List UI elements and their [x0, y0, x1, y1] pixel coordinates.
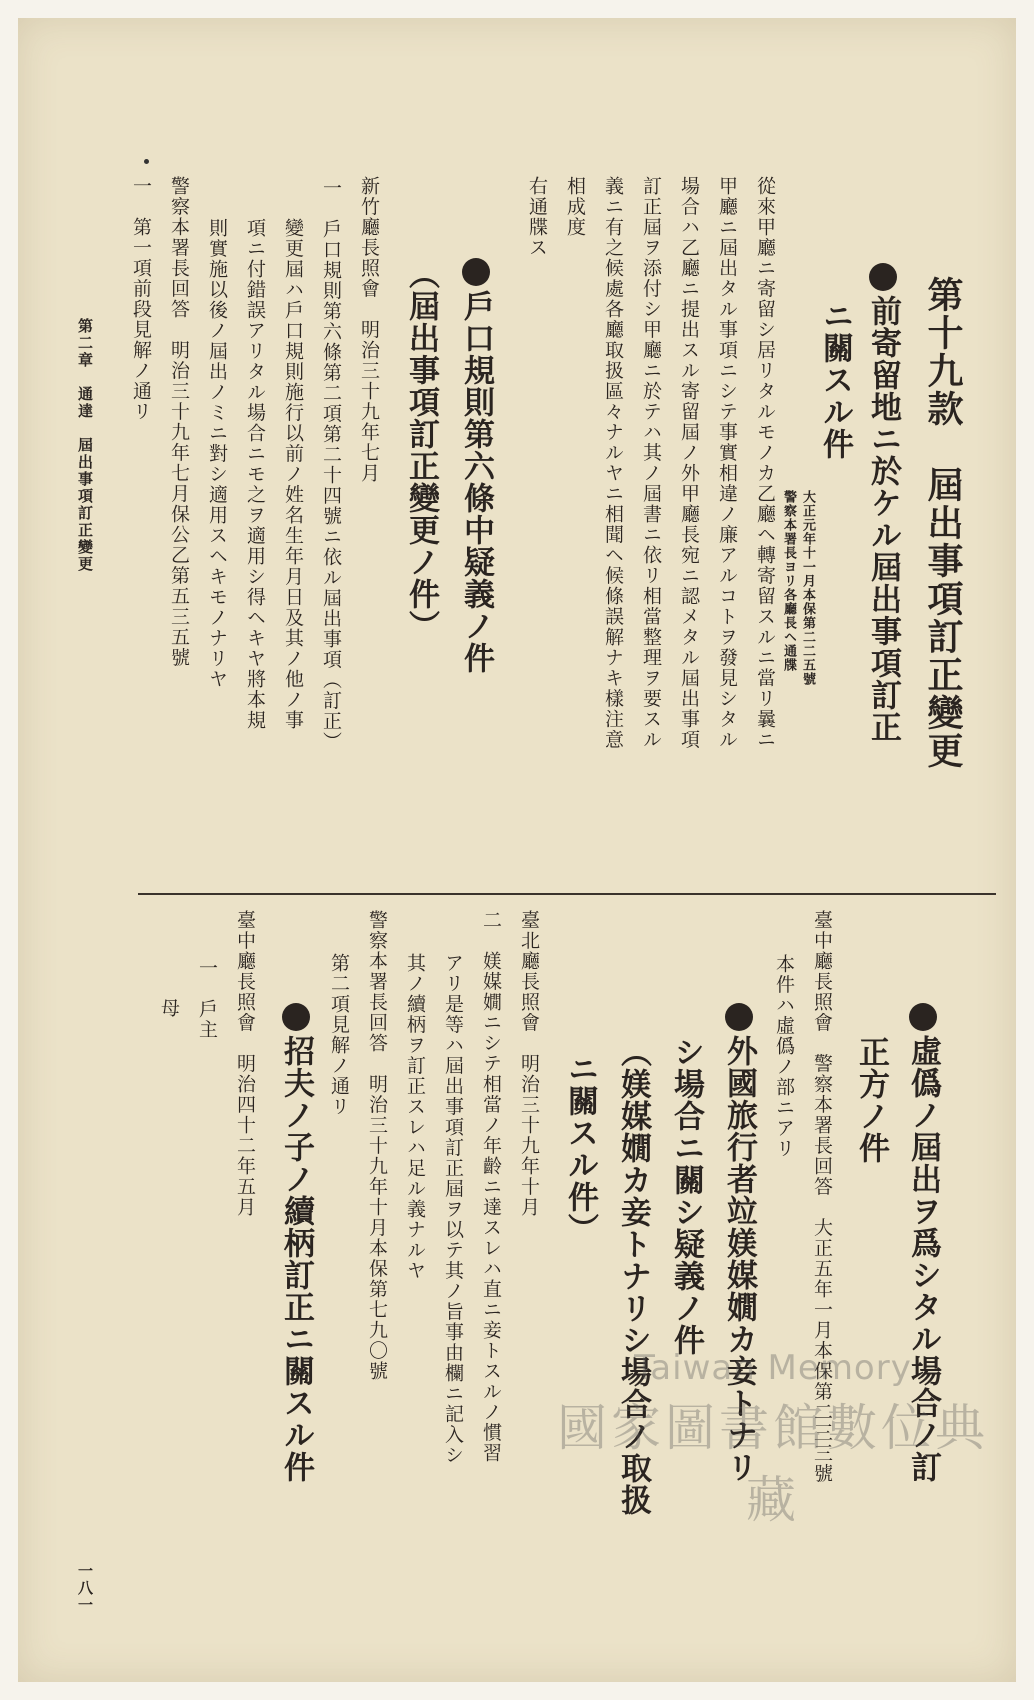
question-line: 一 戶口規則第六條第二項第二十四號ニ依ル屆出事項（訂正） [320, 178, 342, 752]
watermark-en: Taiwan Memory [634, 1348, 912, 1388]
heading-line: ニ關スル件 [817, 300, 853, 460]
body-line: 甲廳ニ屆出タル事項ニシテ事實相違ノ廉アルコトヲ發見シタル [716, 176, 738, 750]
notice-date: 大正元年十一月本保第二二五號 [800, 490, 815, 686]
section-heading [278, 1003, 314, 1483]
heading-line: 招夫ノ子ノ續柄訂正ニ關スル件 [278, 1035, 314, 1483]
bullet-icon [869, 263, 897, 291]
notice-issuer: 警察本署長ヨリ各廳長ヘ通牒 [781, 490, 796, 672]
question-line: 則實施以後ノ屆出ノミニ對シ適用スヘキモノナリヤ [206, 218, 228, 690]
watermark-zh: 國家圖書館數位典藏 [557, 1399, 989, 1529]
bullet-icon [725, 1003, 753, 1031]
body-line: 訂正屆ヲ添付シ甲廳ニ於テハ其ノ屆書ニ依リ相當整理ヲ要スル [640, 176, 662, 750]
question-line: 母 [158, 998, 180, 1019]
section-heading [865, 263, 901, 743]
reply-line: 警察本署長回答 明治三十九年七月保公乙第五三五號 [168, 176, 190, 668]
inquiry-line: 臺北廳長照會 明治三十九年十月 [518, 910, 540, 1218]
body-line: 右通牒ス [526, 176, 548, 258]
body-line: 本件ハ虛僞ノ部ニアリ [773, 954, 795, 1159]
bullet-icon [909, 1003, 937, 1031]
heading-line: 虛僞ノ屆出ヲ爲シタル場合ノ訂 [905, 1035, 941, 1483]
reply-line: 警察本署長回答 明治三十九年十月本保第七九〇號 [366, 910, 388, 1382]
heading-subtitle: ニ關スル件） [562, 1053, 598, 1245]
question-line: 一 戶主 [196, 958, 218, 1040]
question-line: 變更屆ハ戶口規則施行以前ノ姓名生年月日及其ノ他ノ事 [282, 218, 304, 731]
question-line: アリ是等ハ屆出事項訂正屆ヲ以テ其ノ旨事由欄ニ記入シ [442, 953, 464, 1466]
heading-line: シ場合ニ關シ疑義ノ件 [668, 1036, 704, 1356]
answer-line: 第二項見解ノ通リ [328, 953, 350, 1117]
heading-line: 前寄留地ニ於ケル屆出事項訂正 [865, 295, 901, 743]
inquiry-line: 新竹廳長照會 明治三十九年七月 [358, 176, 380, 484]
question-line: 其ノ續柄ヲ訂正スレハ足ル義ナルヤ [404, 953, 426, 1281]
heading-line: 正方ノ件 [853, 1036, 889, 1164]
bullet-icon [462, 258, 490, 286]
question-line: 項ニ付錯誤アリタル場合ニモ之ヲ適用シ得ヘキヤ將本規 [244, 218, 266, 731]
page-number: 一八一 [76, 1563, 94, 1614]
section-divider [138, 893, 996, 895]
heading-line: 外國旅行者竝媄媒嫺カ妾トナリ [721, 1035, 757, 1483]
answer-line: 一 第一項前段見解ノ通リ [130, 176, 152, 422]
ink-dot [144, 159, 149, 164]
heading-subtitle: （媄媒嫺カ妾トナリシ場合ノ取扱 [615, 1036, 651, 1516]
body-line: 相成度 [564, 176, 586, 238]
section-heading [458, 258, 494, 674]
heading-line: 戶口規則第六條中疑義ノ件 [458, 290, 494, 674]
running-footer: 第二章 通達 屆出事項訂正變更 [76, 318, 94, 573]
body-line: 場合ハ乙廳ニ提出スル寄留屆ノ外甲廳長宛ニ認メタル屆出事項 [678, 176, 700, 750]
heading-subtitle: （屆出事項訂正變更ノ件） [403, 258, 439, 642]
inquiry-line: 臺中廳長照會 明治四十二年五月 [234, 910, 256, 1218]
body-line: 從來甲廳ニ寄留シ居リタルモノカ乙廳ヘ轉寄留スルニ當リ曩ニ [754, 176, 776, 750]
watermark-logo [538, 1348, 1008, 1532]
section-title: 第十九款 屆出事項訂正變更 [922, 276, 964, 770]
question-line: 二 媄媒嫺ニシテ相當ノ年齡ニ達スレハ直ニ妾トスルノ慣習 [480, 910, 502, 1464]
inquiry-line: 臺中廳長照會 警察本署長回答 大正五年一月本保第二三三號 [811, 910, 833, 1484]
document-page [18, 18, 1016, 1682]
bullet-icon [282, 1003, 310, 1031]
body-line: 義ニ有之候處各廳取扱區々ナルヤニ相聞ヘ候條誤解ナキ樣注意 [602, 176, 624, 750]
